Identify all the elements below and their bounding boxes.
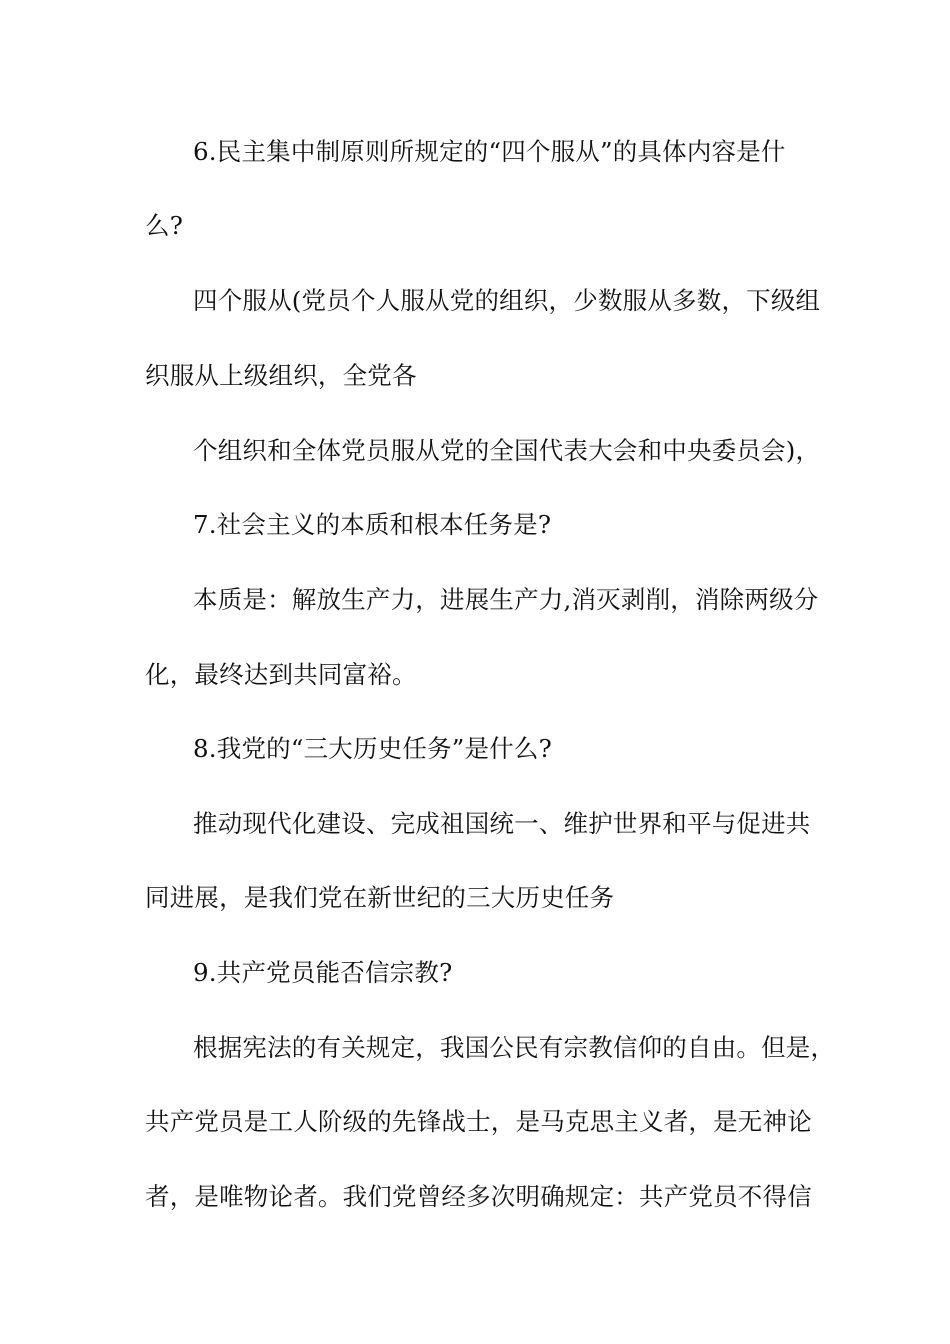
answer-7-line-2: 化，最终达到共同富裕。	[145, 660, 417, 689]
answer-9-line-1: 根据宪法的有关规定，我国公民有宗教信仰的自由。但是，	[193, 1033, 836, 1062]
answer-9-line-3: 者，是唯物论者。我们党曾经多次明确规定：共产党员不得信	[145, 1182, 812, 1211]
answer-6-line-1: 四个服从(党员个人服从党的组织，少数服从多数，下级组	[193, 286, 821, 315]
answer-8-line-1: 推动现代化建设、完成祖国统一、维护世界和平与促进共	[193, 809, 811, 838]
question-8: 8.我党的“三大历史任务”是什么?	[193, 734, 552, 763]
question-7: 7.社会主义的本质和根本任务是?	[193, 510, 552, 539]
answer-7-line-1: 本质是：解放生产力，进展生产力,消灭剥削，消除两级分	[193, 585, 819, 614]
answer-6-line-2: 织服从上级组织，全党各	[145, 361, 417, 390]
answer-8-line-2: 同进展，是我们党在新世纪的三大历史任务	[145, 883, 615, 912]
question-6-line-1: 6.民主集中制原则所规定的“四个服从”的具体内容是什	[193, 137, 786, 166]
question-9: 9.共产党员能否信宗教?	[193, 958, 453, 987]
answer-9-line-2: 共产党员是工人阶级的先锋战士，是马克思主义者，是无神论	[145, 1107, 812, 1136]
question-6-line-2: 么?	[145, 211, 184, 240]
answer-6-line-3: 个组织和全体党员服从党的全国代表大会和中央委员会)，	[193, 436, 821, 465]
